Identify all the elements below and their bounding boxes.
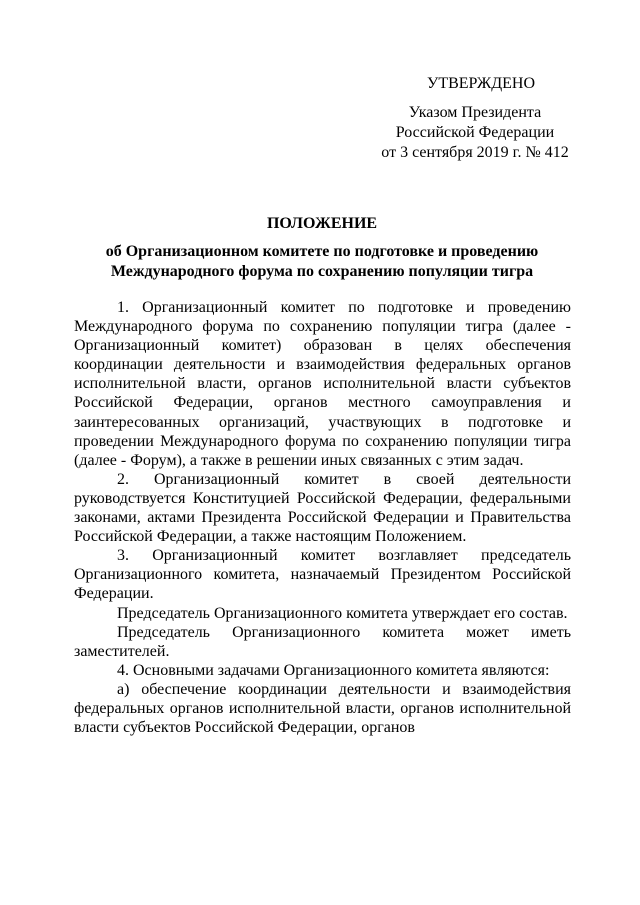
document-heading	[72, 214, 572, 282]
paragraph: 2. Организационный комитет в своей деятельности руководствуется Конституцией Российской Федерации, федеральными законами, актами Президента Российской Федерации и Правительства Российской Федерации, а также настоящим Положением.	[74, 470, 571, 546]
approval-date-line: от 3 сентября 2019 г. № 412	[381, 144, 569, 161]
approval-line: Российской Федерации	[395, 124, 555, 141]
approval-line: Указом Президента	[408, 104, 542, 121]
document-body	[74, 298, 571, 737]
approval-block	[370, 74, 580, 163]
paragraph: 3. Организационный комитет возглавляет председатель Организационного комитета, назначаемый Президентом Российской Федерации.	[74, 547, 571, 603]
document-subtitle: об Организационном комитете по подготовке и проведению Международного форума по сохранению популяции тигра	[105, 243, 539, 280]
paragraph: Председатель Организационного комитета утверждает его состав.	[117, 604, 568, 622]
paragraph: 4. Основными задачами Организационного комитета являются:	[117, 661, 550, 679]
approval-title: УТВЕРЖДЕНО	[426, 75, 535, 92]
document-title: ПОЛОЖЕНИЕ	[266, 215, 378, 232]
paragraph: 1. Организационный комитет по подготовке и проведению Международного форума по сохранению популяции тигра (далее - Организационный комитет) образован в целях обеспечения координации деятельности и взаимодействия федеральных органов исполнительной власти, органов исполнительной власти субъектов Российской Федерации, органов местного самоуправления и заинтересованных организаций, участвующих в подготовке и проведении Международного форума по сохранению популяции тигра (далее - Форум), а также в решении иных связанных с этим задач.	[74, 299, 571, 469]
paragraph: а) обеспечение координации деятельности и взаимодействия федеральных органов исполнительной власти, органов исполнительной власти субъектов Российской Федерации, органов	[74, 680, 571, 737]
paragraph: Председатель Организационного комитета может иметь заместителей.	[74, 623, 571, 660]
